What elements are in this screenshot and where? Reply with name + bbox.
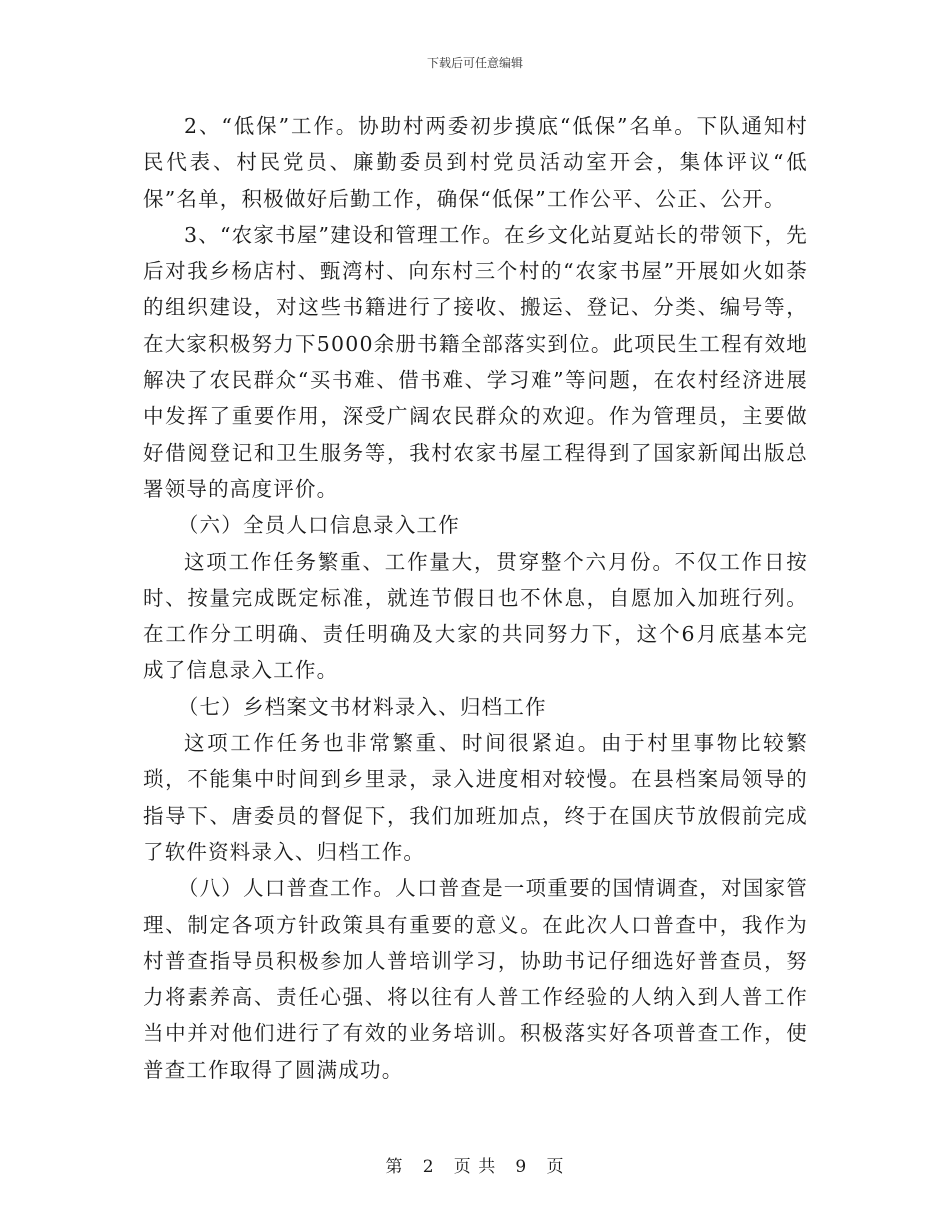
footer-prefix: 第: [385, 1157, 404, 1177]
paragraph-farm-library: 3、“农家书屋”建设和管理工作。在乡文化站夏站长的带领下，先后对我乡杨店村、甄湾村、向东村三个村的“农家书屋”开展如火如荼的组织建设，对这些书籍进行了接收、搬运、登记、分类、编号等，在大家积极努力下5000余册书籍全部落实到位。此项民生工程有效地解决了农民群众“买书难、借书难、学习难”等问题，在农村经济进展中发挥了重要作用，深受广阔农民群众的欢迎。作为管理员，主要做好借阅登记和卫生服务等，我村农家书屋工程得到了国家新闻出版总署领导的高度评价。: [143, 222, 808, 501]
header-note: 下载后可任意编辑: [426, 56, 523, 70]
total-page-count: 9: [515, 1157, 528, 1177]
section-heading-archives: （七）乡档案文书材料录入、归档工作: [177, 694, 547, 719]
footer-suffix: 页: [546, 1157, 565, 1177]
document-body: [143, 108, 808, 1088]
current-page-number: 2: [422, 1157, 435, 1177]
section-heading-population-info: （六）全员人口信息录入工作: [177, 513, 460, 538]
paragraph-dibao: 2、“低保”工作。协助村两委初步摸底“低保”名单。下队通知村民代表、村民党员、廉勤委员到村党员活动室开会，集体评议“低保”名单，积极做好后勤工作，确保“低保”工作公平、公正、公开。: [143, 114, 808, 211]
footer-middle: 页 共: [453, 1157, 497, 1177]
page-header: [0, 56, 950, 70]
paragraph-archives: 这项工作任务也非常繁重、时间很紧迫。由于村里事物比较繁琐，不能集中时间到乡里录，录入进度相对较慢。在县档案局领导的指导下、唐委员的督促下，我们加班加点，终于在国庆节放假前完成了软件资料录入、归档工作。: [143, 731, 808, 864]
paragraph-population-info: 这项工作任务繁重、工作量大，贯穿整个六月份。不仅工作日按时、按量完成既定标准，就连节假日也不休息，自愿加入加班行列。在工作分工明确、责任明确及大家的共同努力下，这个6月底基本完成了信息录入工作。: [143, 549, 808, 683]
paragraph-census: （八）人口普查工作。人口普查是一项重要的国情调查，对国家管理、制定各项方针政策具有重要的意义。在此次人口普查中，我作为村普查指导员积极参加人普培训学习，协助书记仔细选好普查员，努力将素养高、责任心强、将以往有人普工作经验的人纳入到人普工作当中并对他们进行了有效的业务培训。积极落实好各项普查工作，使普查工作取得了圆满成功。: [143, 876, 808, 1082]
page-footer: [0, 1157, 950, 1177]
